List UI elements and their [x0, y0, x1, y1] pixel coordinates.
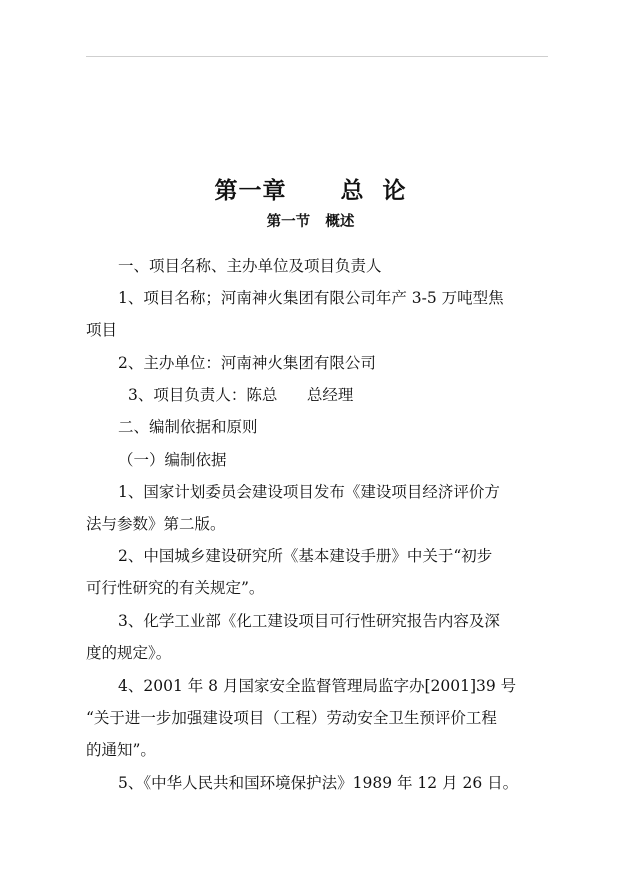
paragraph-basis-4-cont: “关于进一步加强建设项目（工程）劳动安全卫生预评价工程 — [86, 709, 497, 727]
paragraph-project-name-cont: 项目 — [86, 321, 118, 339]
paragraph-basis-5: 5、《中华人民共和国环境保护法》1989 年 12 月 26 日。 — [118, 774, 519, 792]
heading-basis-principles: 二、编制依据和原则 — [118, 418, 258, 436]
paragraph-basis-1-cont: 法与参数》第二版。 — [86, 515, 226, 533]
paragraph-basis-2-cont: 可行性研究的有关规定”。 — [86, 579, 265, 597]
paragraph-project-name: 1、项目名称；河南神火集团有限公司年产 3-5 万吨型焦 — [118, 289, 504, 307]
subheading-basis: （一）编制依据 — [118, 451, 227, 469]
paragraph-project-leader: 3、项目负责人：陈总 总经理 — [128, 386, 354, 404]
paragraph-basis-3: 3、化学工业部《化工建设项目可行性研究报告内容及深 — [118, 612, 500, 630]
paragraph-basis-2: 2、中国城乡建设研究所《基本建设手册》中关于“初步 — [118, 547, 493, 565]
paragraph-basis-4-end: 的通知”。 — [86, 741, 156, 759]
header-rule — [86, 56, 548, 57]
heading-project-info: 一、项目名称、主办单位及项目负责人 — [118, 257, 382, 275]
section-title: 第一节 概述 — [266, 214, 355, 230]
chapter-title: 第一章 总 论 — [214, 178, 407, 204]
paragraph-host-unit: 2、主办单位：河南神火集团有限公司 — [118, 354, 376, 372]
paragraph-basis-4: 4、2001 年 8 月国家安全监督管理局监字办[2001]39 号 — [118, 677, 517, 695]
paragraph-basis-3-cont: 度的规定》。 — [86, 644, 172, 662]
paragraph-basis-1: 1、国家计划委员会建设项目发布《建设项目经济评价方 — [118, 483, 500, 501]
